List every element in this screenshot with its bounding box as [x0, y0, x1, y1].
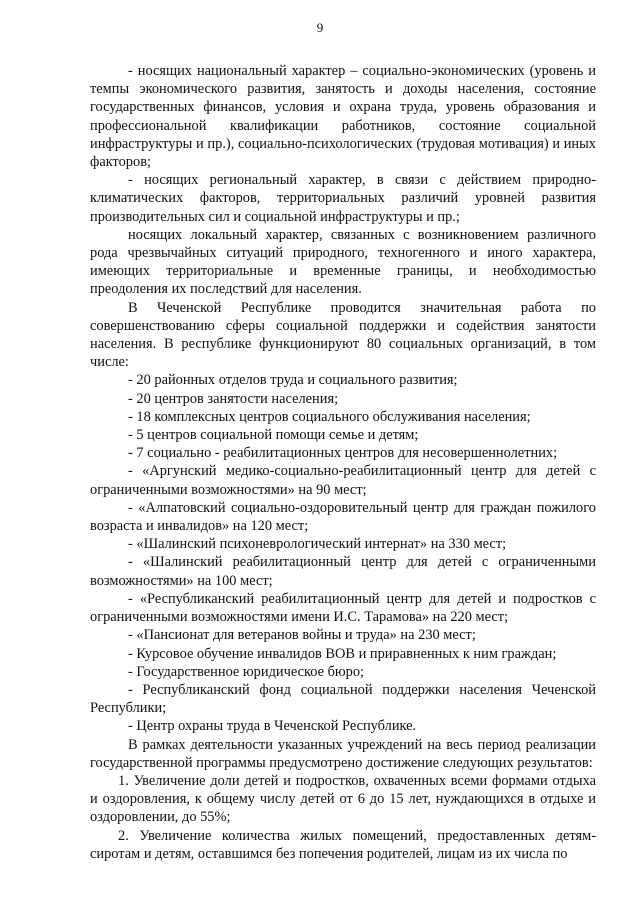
- page-number: 9: [316, 20, 324, 35]
- list-item: - 20 районных отделов труда и социального развития;: [128, 372, 458, 389]
- paragraph-national: - носящих национальный характер – социально-экономических (уровень и темпы экономического развития, занятость и доходы населения, состояние государственных финансов, условия и охрана труда, уровень образования и профессиональной квалификации работников, состояние социальной инфраструктуры и пр.), социально-психологических (трудовая мотивация) и иных факторов;: [90, 63, 596, 171]
- result-item-2: 2. Увеличение количества жилых помещений, предоставленных детям-сиротам и детям, оставшимся без попечения родителей, лицам из их числа по: [90, 827, 596, 862]
- list-item: - 7 социально - реабилитационных центров для несовершеннолетних;: [128, 445, 558, 462]
- list-item: - «Республиканский реабилитационный центр для детей и подростков с ограниченными возможностями имени И.С. Тарамова» на 220 мест;: [90, 590, 596, 626]
- list-item: - «Шалинский психоневрологический интернат» на 330 мест;: [128, 536, 507, 553]
- paragraph-local: носящих локальный характер, связанных с возникновением различного рода чрезвычайных ситуаций природного, техногенного и иного характера, имеющих территориальные и временные границы, и необходимостью преодоления их последствий для населения.: [90, 226, 596, 298]
- list-item: - 20 центров занятости населения;: [128, 390, 339, 407]
- list-item: - 5 центров социальной помощи семье и детям;: [128, 427, 419, 444]
- body-text: [90, 62, 596, 863]
- result-item-1: 1. Увеличение доли детей и подростков, охваченных всеми формами отдыха и оздоровления, к общему числу детей от 6 до 15 лет, нуждающихся в отдыхе и оздоровлении, до 55%;: [90, 772, 596, 826]
- paragraph-regional: - носящих региональный характер, в связи с действием природно-климатических факторов, территориальных различий уровней развития производительных сил и социальной инфраструктуры и пр.;: [90, 172, 596, 225]
- list-item: - 18 комплексных центров социального обслуживания населения;: [128, 408, 531, 425]
- list-item: - Центр охраны труда в Чеченской Республике.: [128, 718, 417, 735]
- list-item: - «Алпатовский социально-оздоровительный центр для граждан пожилого возраста и инвалидов» на 120 мест;: [90, 499, 596, 535]
- paragraph-results: В рамках деятельности указанных учреждений на весь период реализации государственной программы предусмотрено достижение следующих результатов:: [90, 736, 596, 771]
- list-item: - Республиканский фонд социальной поддержки населения Чеченской Республики;: [90, 681, 596, 717]
- list-item: - Курсовое обучение инвалидов ВОВ и приравненных к ним граждан;: [128, 645, 557, 662]
- list-item: - «Шалинский реабилитационный центр для детей с ограниченными возможностями» на 100 мест;: [90, 554, 596, 589]
- list-item: - «Аргунский медико-социально-реабилитационный центр для детей с ограниченными возможностями» на 90 мест;: [90, 463, 596, 498]
- paragraph-intro: В Чеченской Республике проводится значительная работа по совершенствованию сферы социальной поддержки и содействия занятости населения. В республике функционируют 80 социальных организаций, в том числе:: [90, 299, 596, 371]
- list-item: - «Пансионат для ветеранов войны и труда» на 230 мест;: [128, 627, 476, 644]
- list-item: - Государственное юридическое бюро;: [128, 663, 365, 680]
